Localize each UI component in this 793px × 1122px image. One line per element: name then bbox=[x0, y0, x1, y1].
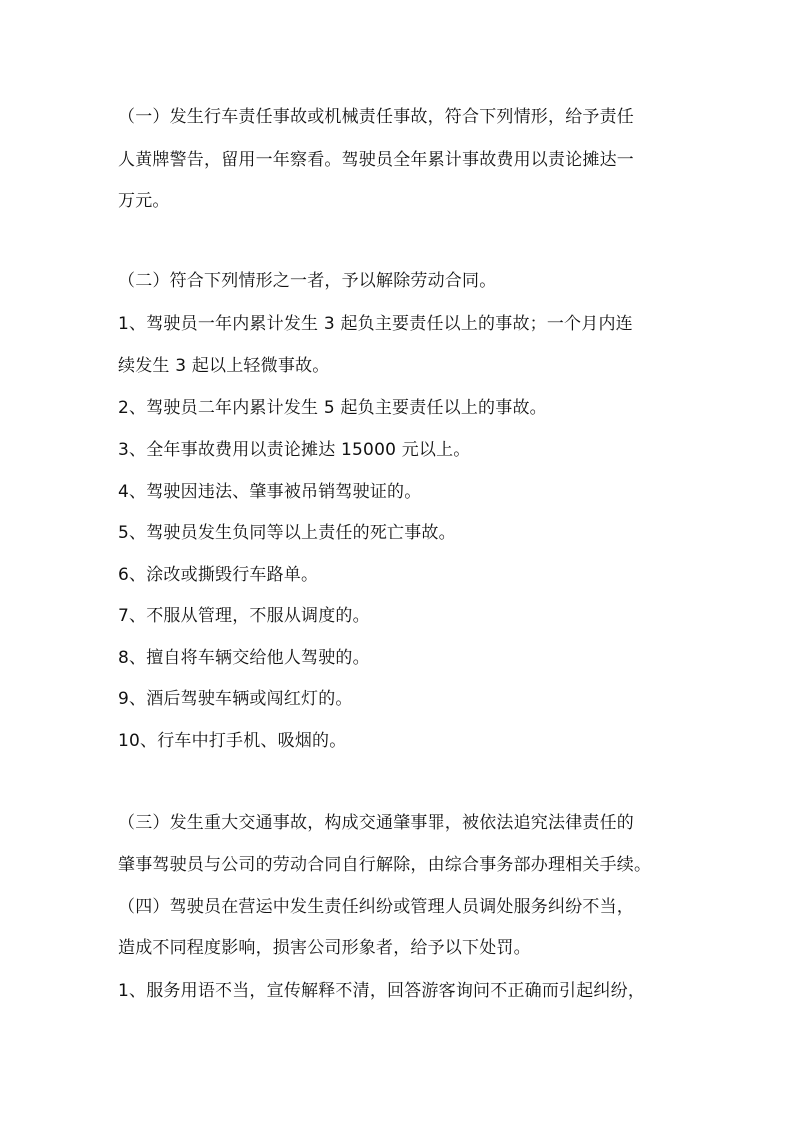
text-line: 1、驾驶员一年内累计发生 3 起负主要责任以上的事故；一个月内连 bbox=[118, 314, 633, 334]
text-line: 1、服务用语不当，宣传解释不清，回答游客询问不正确而引起纠纷， bbox=[118, 981, 646, 1001]
text-line: 2、驾驶员二年内累计发生 5 起负主要责任以上的事故。 bbox=[118, 398, 547, 418]
text-line: （一）发生行车责任事故或机械责任事故，符合下列情形，给予责任 bbox=[118, 107, 634, 127]
text-line: 6、涂改或撕毁行车路单。 bbox=[118, 565, 319, 585]
text-line: 10、行车中打手机、吸烟的。 bbox=[118, 731, 347, 751]
text-line: 5、驾驶员发生负同等以上责任的死亡事故。 bbox=[118, 523, 456, 543]
text-line: 人黄牌警告，留用一年察看。驾驶员全年累计事故费用以责论摊达一 bbox=[118, 150, 634, 170]
text-line: 万元。 bbox=[118, 191, 170, 211]
text-line: 3、全年事故费用以责论摊达 15000 元以上。 bbox=[118, 440, 471, 460]
text-line: 7、不服从管理，不服从调度的。 bbox=[118, 606, 370, 626]
text-line: 肇事驾驶员与公司的劳动合同自行解除，由综合事务部办理相关手续。 bbox=[118, 855, 652, 875]
text-line: 9、酒后驾驶车辆或闯红灯的。 bbox=[118, 689, 353, 709]
text-line: 续发生 3 起以上轻微事故。 bbox=[118, 356, 330, 376]
text-line: 4、驾驶因违法、肇事被吊销驾驶证的。 bbox=[118, 482, 422, 502]
text-line: 造成不同程度影响，损害公司形象者，给予以下处罚。 bbox=[118, 938, 531, 958]
text-line: （三）发生重大交通事故，构成交通肇事罪，被依法追究法律责任的 bbox=[118, 813, 634, 833]
text-line: （四）驾驶员在营运中发生责任纠纷或管理人员调处服务纠纷不当， bbox=[118, 897, 634, 917]
text-line: （二）符合下列情形之一者，予以解除劳动合同。 bbox=[118, 271, 497, 291]
text-line: 8、擅自将车辆交给他人驾驶的。 bbox=[118, 648, 370, 668]
